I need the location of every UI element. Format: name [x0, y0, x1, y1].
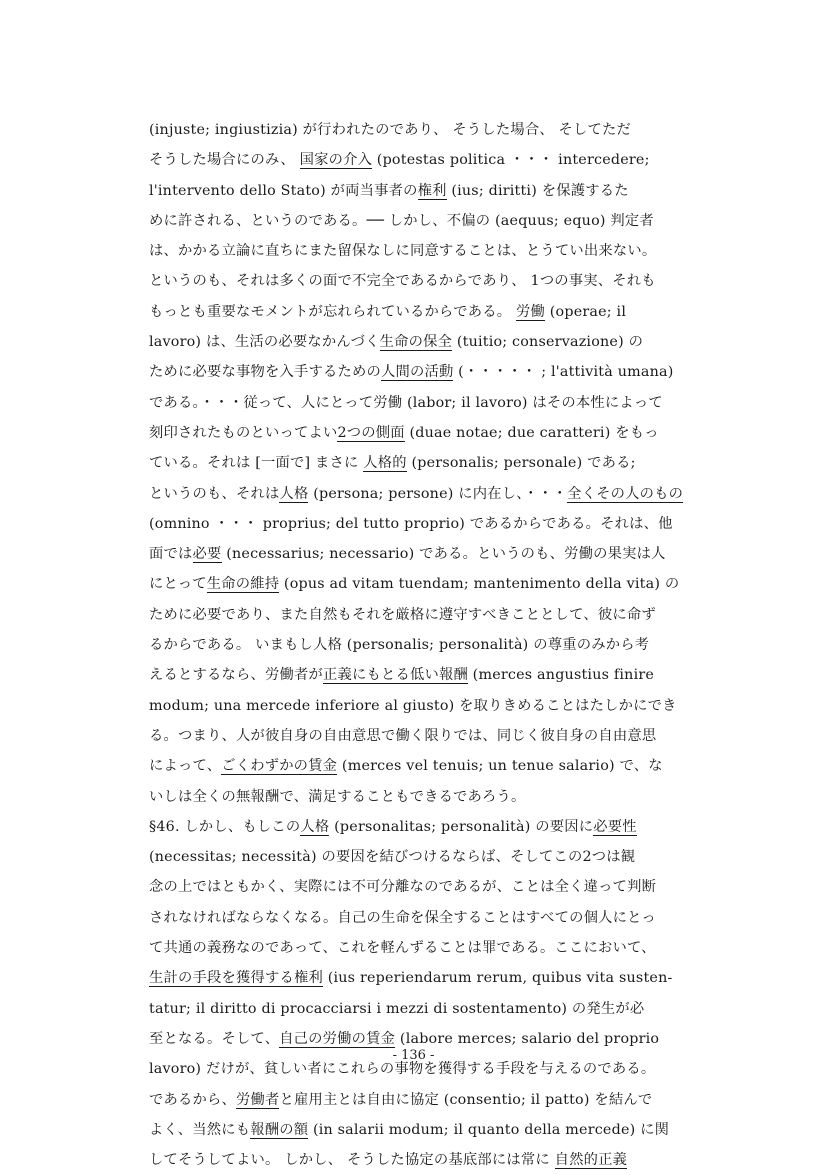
text-line — [149, 994, 734, 1024]
text-segment: してそうしてよい。 しかし、 そうした協定の基底部には常に — [149, 1152, 555, 1169]
text-line — [149, 145, 734, 175]
text-segment: というのも、それは — [149, 485, 280, 502]
text-line — [149, 448, 734, 478]
underlined-term: 自然的正義 — [554, 1152, 628, 1169]
underlined-term: ごくわずかの賃金 — [221, 758, 338, 775]
underlined-term: 生命の保全 — [379, 334, 453, 351]
text-segment: (personalis; personale) である; — [406, 455, 636, 472]
text-segment: えるとするなら、労働者が — [149, 667, 323, 684]
underlined-term: 権利 — [417, 182, 447, 199]
text-segment: (ius; diritti) を保護するた — [446, 182, 629, 199]
text-segment: l'intervento dello Stato) が両当事者の — [149, 182, 418, 199]
text-segment: 至となる。そして、 — [149, 1030, 280, 1047]
page-number: - 136 - — [392, 1048, 435, 1063]
text-line — [149, 479, 734, 509]
text-line — [149, 1115, 734, 1145]
text-segment: lavoro) だけが、貧しい者にこれらの事物を獲得する手段を与えるのである。 — [149, 1061, 656, 1078]
text-segment: (・・・・・ ; l'attività umana) — [453, 364, 674, 381]
text-segment: めに許される、というのである。── しかし、不偏の (aequus; equo) 判定者 — [149, 212, 654, 229]
underlined-term: 人格 — [279, 485, 309, 502]
text-segment: (tuitio; conservazione) の — [452, 334, 644, 351]
underlined-term: 必要 — [192, 546, 222, 563]
text-segment: (omnino ・・・ proprius; del tutto proprio) であるからである。それは、他 — [149, 515, 673, 532]
text-segment: (necessarius; necessario) である。というのも、労働の果実は人 — [221, 546, 666, 563]
text-segment: (merces angustius finire — [467, 667, 655, 684]
text-line — [149, 1085, 734, 1115]
text-segment: ている。それは [一面で] まさに — [149, 455, 364, 472]
text-segment: (duae notae; due caratteri) をもっ — [404, 424, 659, 441]
underlined-term: 必要性 — [593, 818, 637, 835]
underlined-term: 労働者 — [235, 1091, 280, 1108]
text-line — [149, 569, 734, 599]
text-segment: そうした場合にのみ、 — [149, 152, 300, 169]
text-segment: (merces vel tenuis; un tenue salario) で、な — [337, 758, 663, 775]
underlined-term: 人間の活動 — [380, 364, 454, 381]
text-line — [149, 1145, 734, 1175]
text-line — [149, 327, 734, 357]
text-line — [149, 388, 734, 418]
text-line — [149, 812, 734, 842]
text-segment: というのも、それは多くの面で不完全であるからであり、 1つの事実、それも — [149, 273, 656, 290]
underlined-term: 国家の介入 — [299, 152, 373, 169]
text-line — [149, 660, 734, 690]
underlined-term: 自己の労働の賃金 — [279, 1030, 396, 1047]
text-line — [149, 721, 734, 751]
text-segment: ために必要な事物を入手するための — [149, 364, 381, 381]
text-segment: もっとも重要なモメントが忘れられているからである。 — [149, 303, 517, 320]
text-segment: §46. しかし、もしこの — [149, 818, 301, 835]
text-segment: (labore merces; salario del proprio — [395, 1030, 660, 1047]
text-segment: て共通の義務なのであって、これを軽んずることは罪である。ここにおいて、 — [149, 940, 656, 957]
text-line — [149, 418, 734, 448]
text-line — [149, 903, 734, 933]
text-line — [149, 691, 734, 721]
text-line — [149, 872, 734, 902]
underlined-term: 人格 — [300, 818, 330, 835]
text-line — [149, 357, 734, 387]
text-line — [149, 266, 734, 296]
text-segment: は、かかる立論に直ちにまた留保なしに同意することは、とうてい出来ない。 — [149, 243, 657, 260]
text-segment: である。・・・従って、人にとって労働 (labor; il lavoro) はその本性によって — [149, 394, 663, 411]
text-segment: 面では — [149, 546, 193, 563]
underlined-term: 報酬の額 — [250, 1121, 309, 1138]
text-segment: ために必要であり、また自然もそれを厳格に遵守すべきこととして、彼に命ず — [149, 606, 656, 623]
text-segment: いしは全くの無報酬で、満足することもできるであろう。 — [149, 788, 526, 805]
text-line — [149, 842, 734, 872]
text-line — [149, 509, 734, 539]
text-segment: と雇用主とは自由に協定 (consentio; il patto) を結んで — [279, 1091, 653, 1108]
text-segment: (injuste; ingiustizia) が行われたのであり、 そうした場合、 そしてただ — [149, 122, 632, 138]
text-segment: る。つまり、人が彼自身の自由意思で働く限りでは、同じく彼自身の自由意思 — [149, 727, 657, 744]
text-line — [149, 600, 734, 630]
text-segment: (ius reperiendarum rerum, quibus vita susten- — [322, 970, 673, 987]
text-line — [149, 206, 734, 236]
text-line — [149, 751, 734, 781]
text-segment: 刻印されたものといってよい — [149, 424, 338, 441]
text-line — [149, 176, 734, 206]
text-segment: (persona; persone) に内在し、・・・ — [308, 485, 568, 502]
text-line — [149, 236, 734, 266]
underlined-term: 労働 — [516, 303, 546, 320]
text-segment: (personalitas; personalità) の要因に — [329, 818, 594, 835]
text-segment: されなければならなくなる。自己の生命を保全することはすべての個人にとっ — [149, 909, 656, 926]
text-line — [149, 297, 734, 327]
text-line — [149, 933, 734, 963]
text-line — [149, 539, 734, 569]
text-segment: (opus ad vitam tuendam; mantenimento della vita) の — [279, 576, 680, 593]
text-segment: によって、 — [149, 758, 222, 775]
text-segment: 念の上ではともかく、実際には不可分離なのであるが、ことは全く違って判断 — [149, 879, 657, 896]
text-segment: (potestas politica ・・・ intercedere; — [372, 152, 650, 169]
text-segment: であるから、 — [149, 1091, 236, 1108]
text-segment: よく、当然にも — [149, 1121, 251, 1138]
text-line — [149, 115, 734, 145]
text-segment: にとって — [149, 576, 207, 593]
underlined-term: 正義にもとる低い報酬 — [322, 667, 468, 684]
underlined-term: 全くその人のもの — [567, 485, 684, 502]
text-segment: modum; una mercede inferiore al giusto) を取りきめることはたしかにでき — [149, 697, 677, 714]
text-segment: (in salarii modum; il quanto della mercede) に関 — [308, 1121, 670, 1138]
underlined-term: 人格的 — [363, 455, 407, 472]
text-segment: るからである。 いまもし人格 (personalis; personalità) の尊重のみから考 — [149, 637, 650, 654]
text-line — [149, 963, 734, 993]
body-text — [149, 115, 734, 1175]
underlined-term: 2つの側面 — [337, 424, 405, 441]
text-segment: tatur; il diritto di procacciarsi i mezzi di sostentamento) の発生が必 — [149, 1000, 645, 1017]
text-segment: lavoro) は、生活の必要なかんづく — [149, 334, 380, 351]
text-segment: (necessitas; necessità) の要因を結びつけるならば、そしてこの2つは観 — [149, 849, 636, 866]
text-segment: (operae; il — [545, 303, 627, 320]
underlined-term: 生命の維持 — [206, 576, 280, 593]
text-line — [149, 630, 734, 660]
underlined-term: 生計の手段を獲得する権利 — [149, 970, 323, 987]
text-line — [149, 782, 734, 812]
